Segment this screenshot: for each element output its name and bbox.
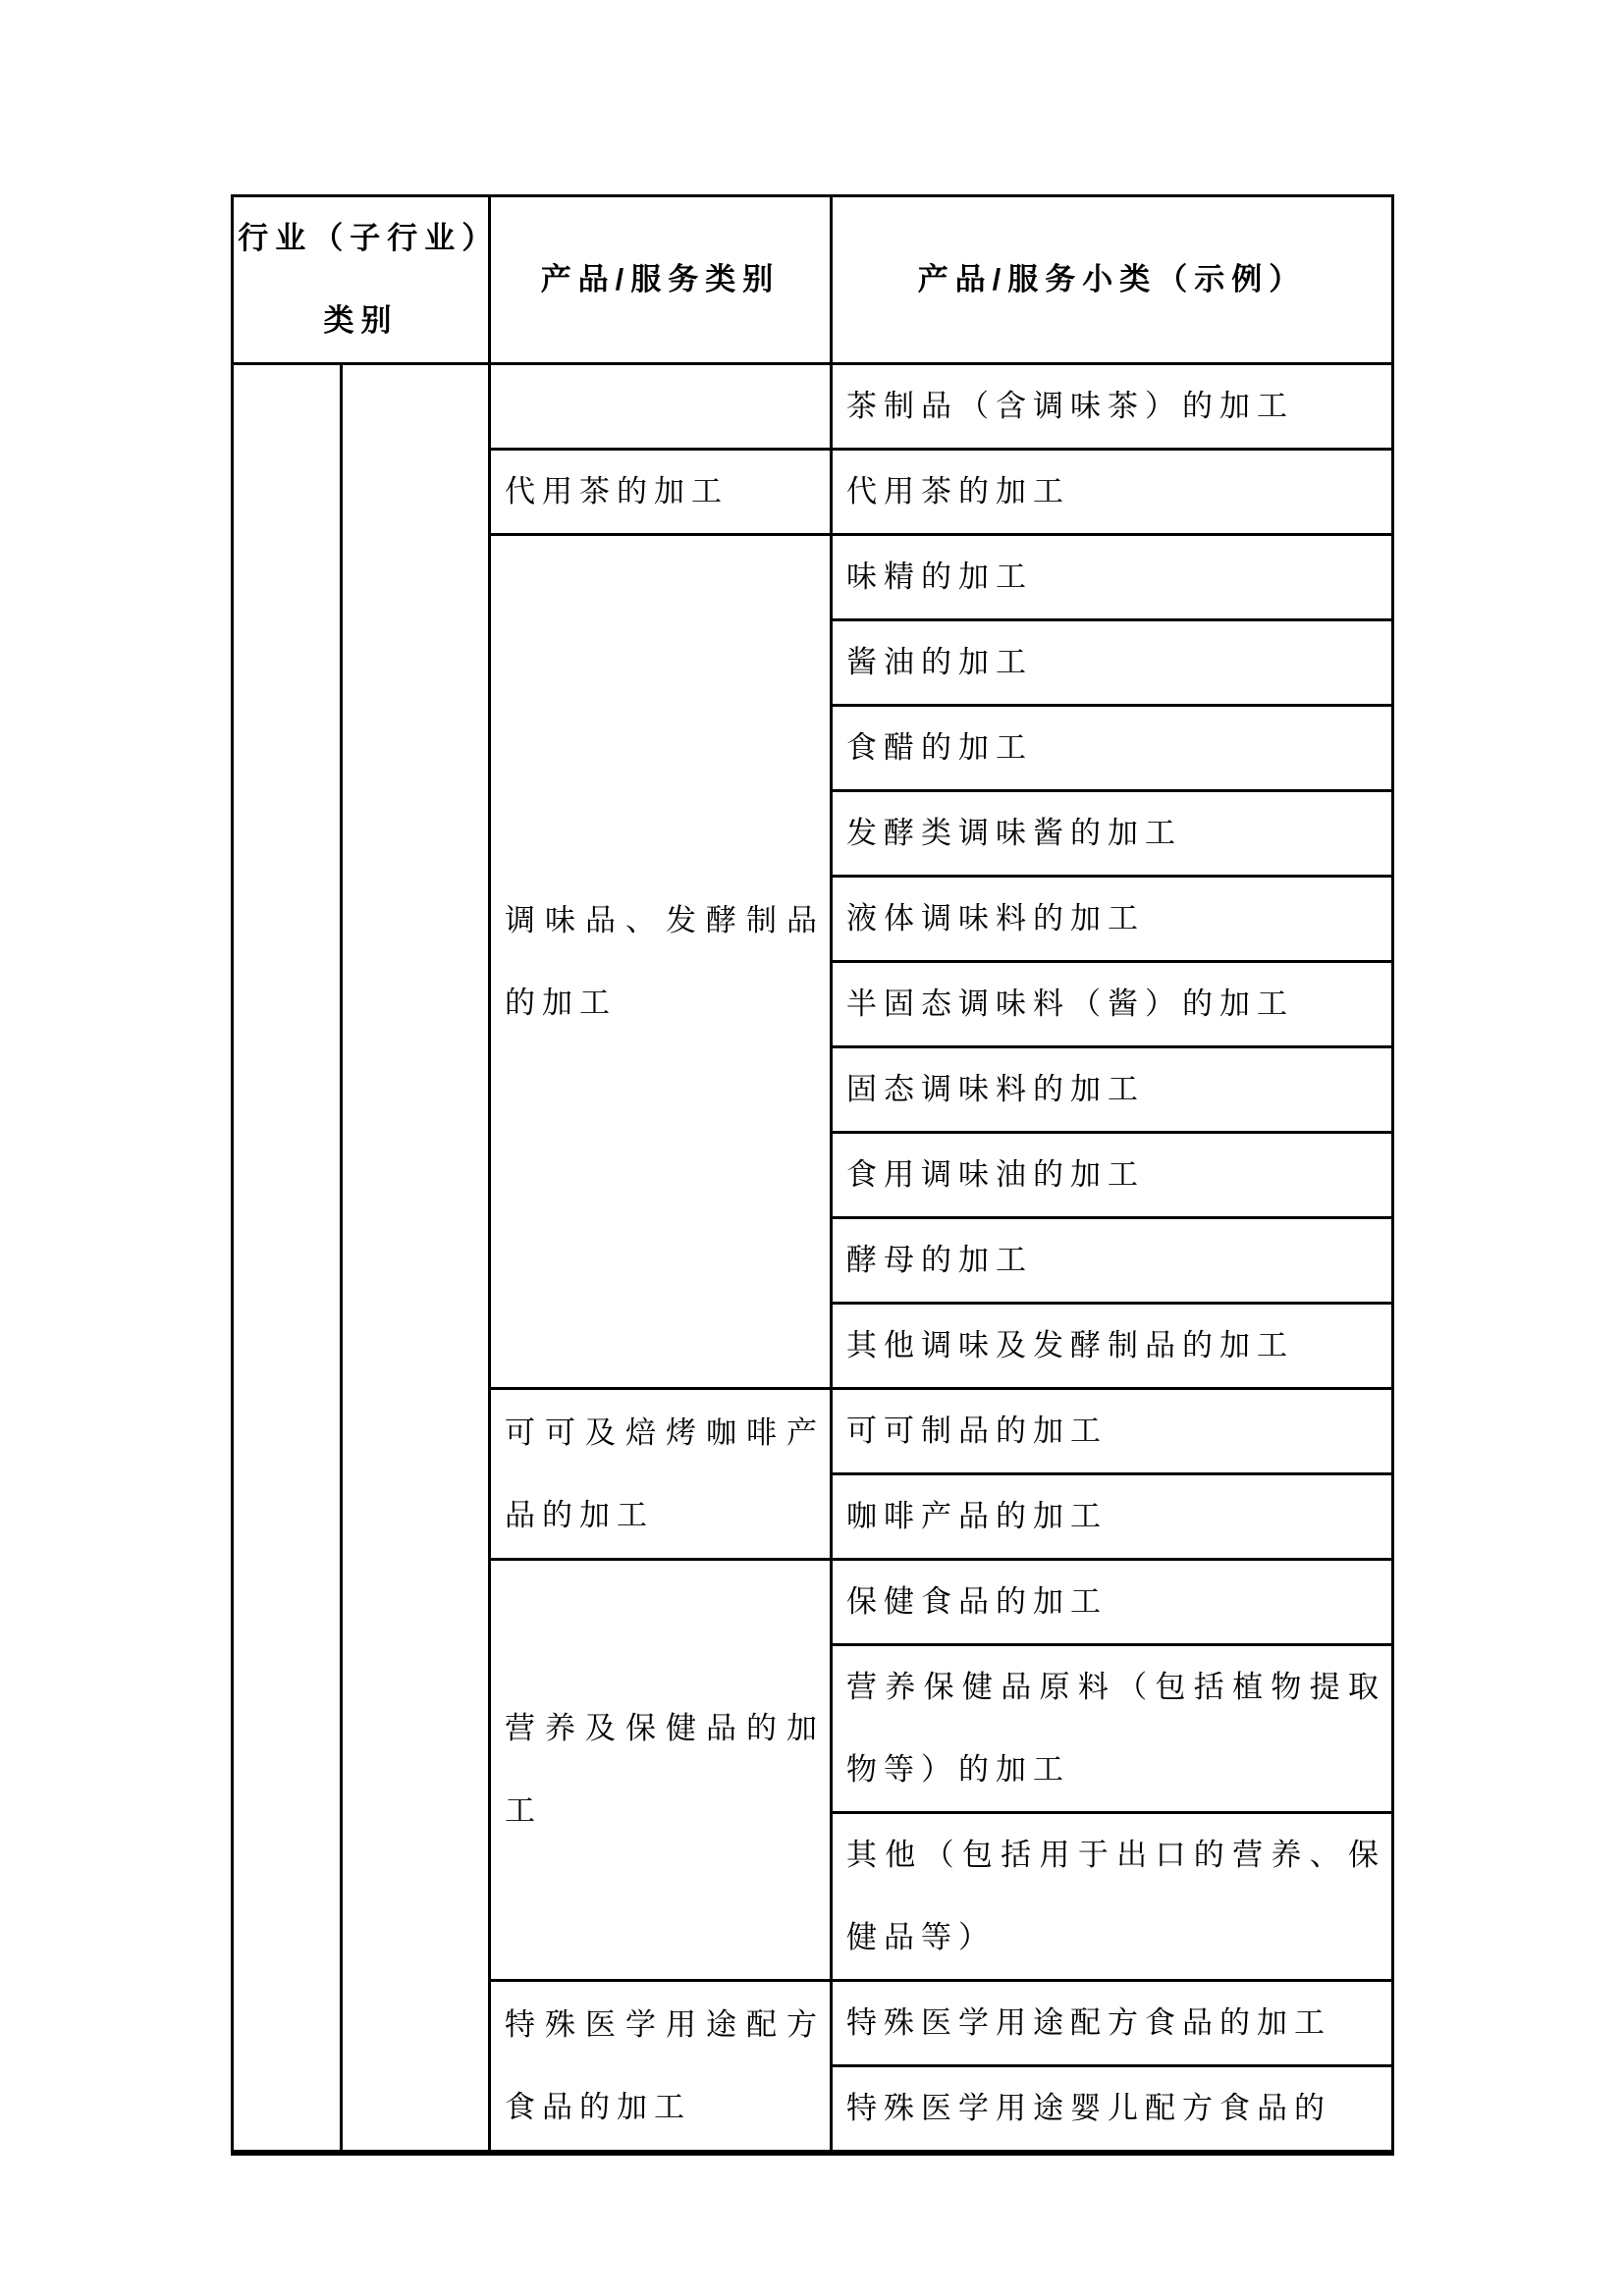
subcategory-cell: 营养保健品原料（包括植物提取物等）的加工	[832, 1645, 1393, 1813]
subcategory-cell: 味精的加工	[832, 535, 1393, 620]
subcategory-cell: 食用调味油的加工	[832, 1133, 1393, 1218]
subcategory-cell: 其他调味及发酵制品的加工	[832, 1304, 1393, 1389]
subcategory-cell: 特殊医学用途婴儿配方食品的	[832, 2066, 1393, 2154]
header-cell-product-service-category: 产品/服务类别	[490, 196, 832, 364]
category-cell	[490, 364, 832, 450]
header-cell-product-service-subcategory: 产品/服务小类（示例）	[832, 196, 1393, 364]
industry-column-right-cell	[342, 364, 490, 2154]
industry-column-left-cell	[233, 364, 342, 2154]
subcategory-cell: 酵母的加工	[832, 1218, 1393, 1304]
table-row	[233, 364, 1393, 450]
subcategory-cell: 固态调味料的加工	[832, 1047, 1393, 1133]
category-cell: 调味品、发酵制品的加工	[490, 535, 832, 1389]
subcategory-cell: 酱油的加工	[832, 620, 1393, 706]
header-cell-industry-category: 行业（子行业）类别	[233, 196, 490, 364]
subcategory-cell: 可可制品的加工	[832, 1389, 1393, 1474]
subcategory-cell: 液体调味料的加工	[832, 877, 1393, 962]
subcategory-cell: 咖啡产品的加工	[832, 1474, 1393, 1560]
subcategory-cell: 食醋的加工	[832, 706, 1393, 791]
industry-product-service-table	[231, 194, 1394, 2156]
header-row	[233, 196, 1393, 364]
subcategory-cell: 茶制品（含调味茶）的加工	[832, 364, 1393, 450]
category-cell: 代用茶的加工	[490, 450, 832, 535]
subcategory-cell: 代用茶的加工	[832, 450, 1393, 535]
category-cell: 可可及焙烤咖啡产品的加工	[490, 1389, 832, 1560]
subcategory-cell: 保健食品的加工	[832, 1560, 1393, 1645]
subcategory-cell: 发酵类调味酱的加工	[832, 791, 1393, 877]
subcategory-cell: 其他（包括用于出口的营养、保健品等）	[832, 1813, 1393, 1981]
subcategory-cell: 特殊医学用途配方食品的加工	[832, 1981, 1393, 2066]
category-cell: 特殊医学用途配方食品的加工	[490, 1981, 832, 2154]
subcategory-cell: 半固态调味料（酱）的加工	[832, 962, 1393, 1047]
category-cell: 营养及保健品的加工	[490, 1560, 832, 1981]
